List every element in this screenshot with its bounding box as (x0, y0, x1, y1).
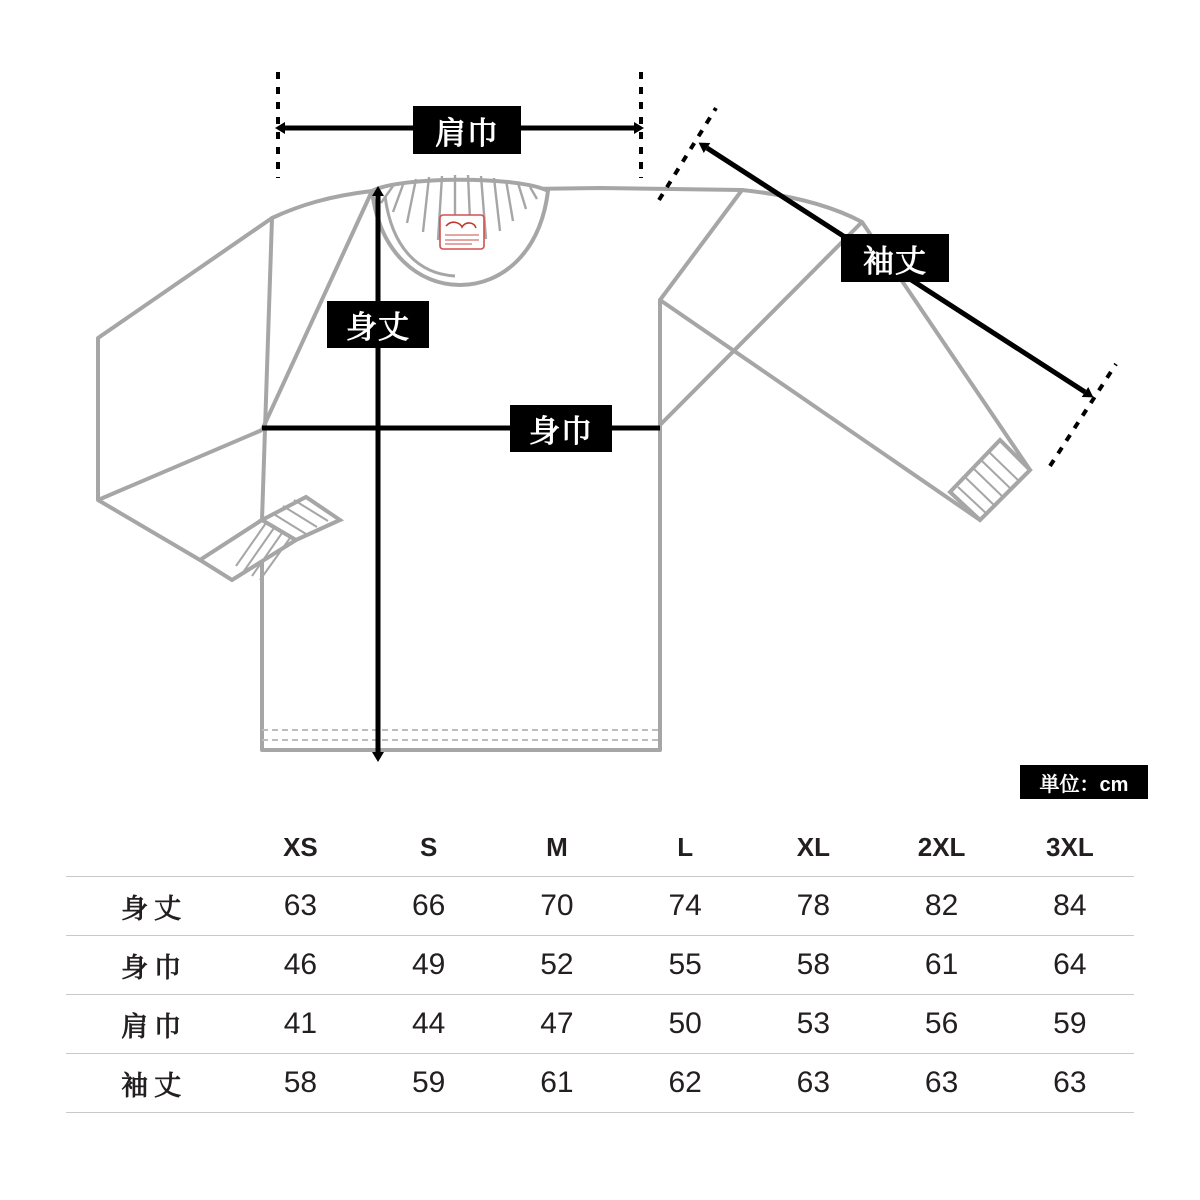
cell-body-width-xs: 46 (283, 948, 318, 981)
cell-body-length-3xl: 84 (1053, 889, 1087, 922)
cell-shoulder-width-s: 44 (411, 1007, 446, 1040)
cell-body-width-l: 55 (668, 948, 702, 981)
label-unit: 単位：cm (1020, 765, 1148, 799)
column-header-xs: XS (236, 818, 364, 877)
row-header-body-width: 身巾 (121, 952, 188, 983)
cell-sleeve-length-3xl: 63 (1053, 1066, 1087, 1099)
column-header-3xl: 3XL (1006, 818, 1134, 877)
label-body-length: 身丈 (327, 301, 429, 348)
cell-body-length-xl: 78 (796, 889, 831, 922)
cell-sleeve-length-xl: 63 (796, 1066, 831, 1099)
cell-body-width-2xl: 61 (924, 948, 959, 981)
cell-body-width-3xl: 64 (1053, 948, 1087, 981)
cell-shoulder-width-xs: 41 (283, 1007, 318, 1040)
column-header-l: L (621, 818, 749, 877)
column-header-xl: XL (749, 818, 877, 877)
table-header-row (66, 818, 1134, 877)
cell-body-length-m: 70 (540, 889, 574, 922)
cell-shoulder-width-3xl: 59 (1053, 1007, 1087, 1040)
neck-label (440, 215, 484, 249)
cell-sleeve-length-l: 62 (668, 1066, 702, 1099)
cell-body-width-xl: 58 (796, 948, 831, 981)
cell-shoulder-width-l: 50 (668, 1007, 702, 1040)
cell-sleeve-length-m: 61 (540, 1066, 574, 1099)
column-header-2xl: 2XL (877, 818, 1005, 877)
row-header-sleeve-length: 袖丈 (121, 1070, 188, 1101)
table-row (66, 877, 1134, 936)
size-table (66, 818, 1134, 1113)
row-header-shoulder-width: 肩巾 (121, 1011, 188, 1042)
table-row (66, 1054, 1134, 1113)
table-corner-header (66, 818, 236, 877)
table-row (66, 995, 1134, 1054)
column-header-m: M (493, 818, 621, 877)
cell-body-width-m: 52 (540, 948, 574, 981)
cell-body-length-s: 66 (411, 889, 446, 922)
cell-shoulder-width-2xl: 56 (924, 1007, 959, 1040)
label-body-width: 身巾 (510, 405, 612, 452)
row-header-body-length: 身丈 (121, 893, 188, 924)
cell-shoulder-width-xl: 53 (796, 1007, 831, 1040)
cell-sleeve-length-xs: 58 (283, 1066, 318, 1099)
label-sleeve-length: 袖丈 (841, 234, 949, 282)
table-row (66, 936, 1134, 995)
cell-body-length-2xl: 82 (924, 889, 959, 922)
cell-shoulder-width-m: 47 (540, 1007, 574, 1040)
column-header-s: S (365, 818, 493, 877)
cell-body-length-xs: 63 (283, 889, 318, 922)
cell-sleeve-length-2xl: 63 (924, 1066, 959, 1099)
cell-body-width-s: 49 (411, 948, 446, 981)
cell-body-length-l: 74 (668, 889, 702, 922)
cell-sleeve-length-s: 59 (411, 1066, 446, 1099)
label-shoulder-width: 肩巾 (413, 106, 521, 154)
